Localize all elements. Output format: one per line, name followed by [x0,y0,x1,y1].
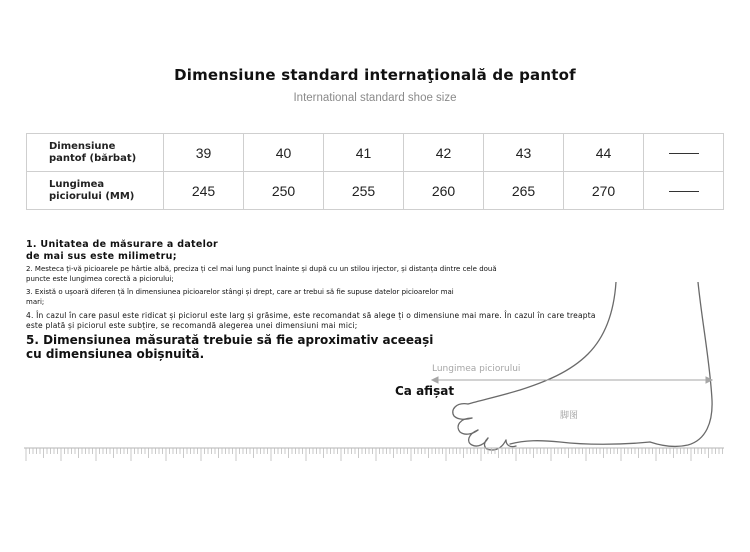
note-line: 1. Unitatea de măsurare a datelor [26,239,219,250]
note-line: 2. Mesteca ți-vă picioarele pe hârtie albă, preciza ți cel mai lung punct înainte și după cu un stilou irjector, și distanța dintre cele două [26,265,497,273]
watermark: 脚图 [560,411,579,421]
note-line: cu dimensiunea obișnuită. [26,347,205,361]
instep-outline [468,282,616,404]
table-cell: 41 [324,134,404,172]
foot-length-label: Lungimea piciorului [432,364,521,374]
table-cell: 270 [564,172,644,210]
arrow-head-left [432,377,438,383]
table-cell: 44 [564,134,644,172]
row-header-line: pantof (bărbat) [49,152,137,164]
page-title: Dimensiune standard internaţională de pantof [174,66,576,84]
table-cell: 260 [404,172,484,210]
note-line: este plată și piciorul este subțire, se recomandă alegerea unei dimensiuni mai mici; [26,321,358,330]
note-2 [26,265,497,284]
note-5 [26,333,433,361]
ruler [24,447,724,465]
note-line: de mai sus este milimetru; [26,251,177,262]
heel-outline [650,282,712,446]
table-row [27,134,724,172]
row-header-line: Dimensiune [49,140,116,152]
page-subtitle: International standard shoe size [293,92,457,104]
note-1 [26,239,218,263]
empty-cell [644,134,724,172]
note-line: mari; [26,297,45,306]
table-cell: 39 [164,134,244,172]
table-cell: 255 [324,172,404,210]
dash-mark [669,153,699,154]
note-line: 3. Există o ușoară diferen ță în dimensiunea picioarelor stângi și drept, care ar trebui să fie supuse datelor picioarelor mai [26,288,454,296]
row-header-line: Lungimea [49,178,105,190]
row-header-line: piciorului (MM) [49,190,135,202]
note-4 [26,311,596,331]
note-3 [26,288,454,307]
size-table [26,133,724,210]
empty-cell [644,172,724,210]
table-row [27,172,724,210]
as-shown-label: Ca afișat [395,384,455,398]
table-cell: 265 [484,172,564,210]
sole-outline [510,441,650,445]
note-line: puncte este lungimea corectă a piciorului; [26,274,174,283]
table-cell: 250 [244,172,324,210]
dash-mark [669,191,699,192]
table-cell: 43 [484,134,564,172]
row-header-shoe-size [27,134,164,172]
row-header-foot-length [27,172,164,210]
table-cell: 245 [164,172,244,210]
table-cell: 40 [244,134,324,172]
toe-outline [453,404,472,420]
table-cell: 42 [404,134,484,172]
note-line: 5. Dimensiunea măsurată trebuie să fie aproximativ aceeași [26,333,434,347]
note-line: 4. În cazul în care pasul este ridicat și piciorul este larg și grăsime, este recomandat să alege ți o dimensiune mai mare. În cazul în care treapta [26,311,596,320]
